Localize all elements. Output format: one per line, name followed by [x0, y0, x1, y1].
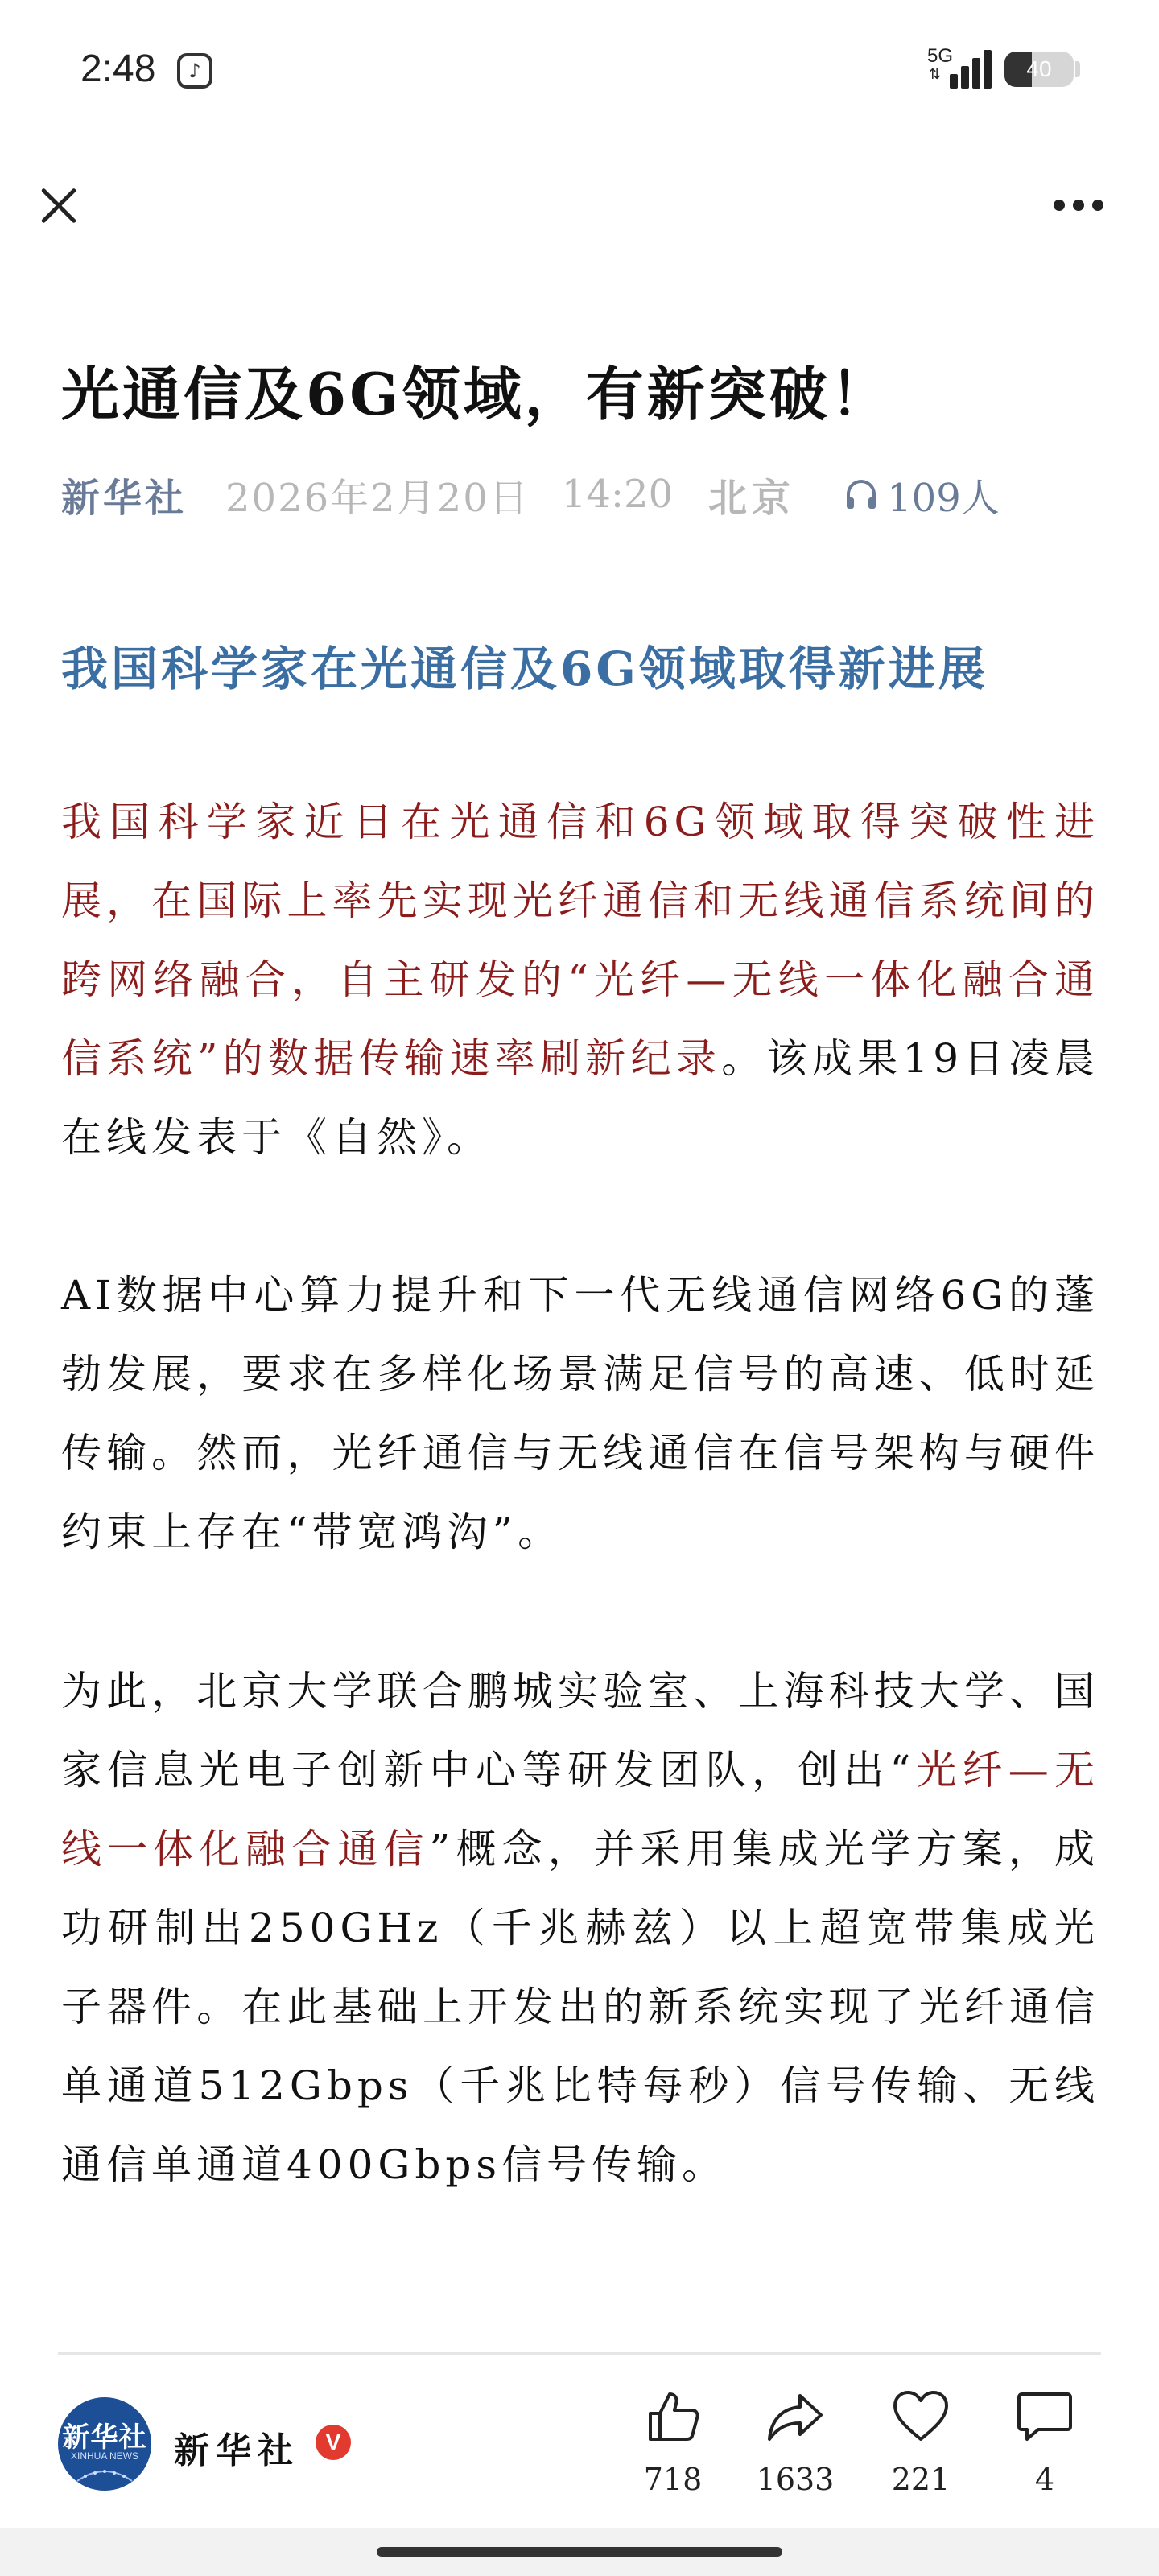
author-avatar[interactable]	[58, 2397, 151, 2491]
favorite-count: 221	[891, 2462, 951, 2497]
comment-bubble-icon	[1014, 2386, 1075, 2447]
more-icon[interactable]	[1046, 193, 1111, 217]
comment-button[interactable]	[996, 2386, 1093, 2507]
highlighted-text: 我国科学家近日在光通信和6G领域取得突破性进展，在国际上率先实现光纤通信和无线通信系统间的跨网络融合，自主研发的“光纤—无线一体化融合通信系统”的数据传输速率刷新纪录	[61, 799, 1099, 1082]
article-title: 光通信及6G领域，有新突破！	[61, 360, 892, 428]
listen-button[interactable]	[843, 467, 1000, 522]
share-button[interactable]	[747, 2386, 843, 2507]
listener-count: 109人	[887, 475, 1000, 521]
close-icon[interactable]	[32, 180, 84, 232]
status-bar	[0, 0, 1159, 145]
like-button[interactable]	[625, 2386, 721, 2507]
article-paragraph	[61, 782, 1099, 1177]
verified-badge: V	[316, 2425, 351, 2460]
more-dot	[1092, 200, 1103, 211]
battery-icon	[1004, 52, 1074, 87]
thumbs-up-icon	[642, 2386, 703, 2447]
paragraph-text: ”概念，并采用集成光学方案，成功研制出250GHz（千兆赫兹）以上超宽带集成光子器件。在此基础上开发出的新系统实现了光纤通信单通道512Gbps（千兆比特每秒）信号传输、无线通信单通道400Gbps信号传输。	[61, 1826, 1100, 2188]
share-count: 1633	[756, 2462, 835, 2497]
battery-cap	[1075, 61, 1080, 77]
favorite-button[interactable]	[872, 2386, 969, 2507]
network-type: 5G	[927, 45, 954, 67]
article-paragraph: AI数据中心算力提升和下一代无线通信网络6G的蓬勃发展，要求在多样化场景满足信号的高速、低时延传输。然而，光纤通信与无线通信在信号架构与硬件约束上存在“带宽鸿沟”。	[61, 1272, 1099, 1555]
article-meta	[61, 470, 1000, 521]
avatar-logo-text: 新华社	[62, 2421, 147, 2454]
signal-strength-icon	[950, 48, 995, 89]
comment-count: 4	[1034, 2462, 1055, 2497]
avatar-logo-sub: XINHUA NEWS	[70, 2450, 138, 2462]
more-dot	[1054, 200, 1065, 211]
network-arrows-icon: ⇅	[929, 66, 942, 83]
article-source[interactable]: 新华社	[61, 475, 188, 521]
article-city: 北京	[708, 475, 796, 521]
paragraph-text: 为此，北京大学联合鹏城实验室、上海科技大学、国家信息光电子创新中心等研发团队，创出“	[61, 1668, 1099, 1794]
highlighted-text: 光纤—无线一体化融合通信	[61, 1747, 1100, 1872]
bottom-divider	[58, 2352, 1101, 2355]
home-indicator[interactable]	[377, 2547, 782, 2557]
article-date: 2026年2月20日	[225, 475, 530, 521]
battery-level: 40	[1026, 56, 1052, 81]
article-paragraph	[61, 1652, 1099, 2204]
status-time: 2:48	[80, 47, 156, 90]
tiktok-notification-icon: ♪	[177, 53, 212, 89]
headphones-icon	[843, 477, 879, 512]
more-dot	[1073, 200, 1084, 211]
avatar-globe-icon	[74, 2467, 135, 2483]
paragraph-text: 。该成果19日凌晨在线发表于《自然》。	[61, 1035, 1100, 1161]
author-name[interactable]: 新华社	[174, 2430, 299, 2471]
share-arrow-icon	[765, 2386, 826, 2447]
like-count: 718	[643, 2462, 703, 2497]
heart-icon	[890, 2386, 951, 2447]
article-time: 14:20	[561, 472, 674, 517]
article-subheading: 我国科学家在光通信及6G领域取得新进展	[61, 642, 988, 696]
